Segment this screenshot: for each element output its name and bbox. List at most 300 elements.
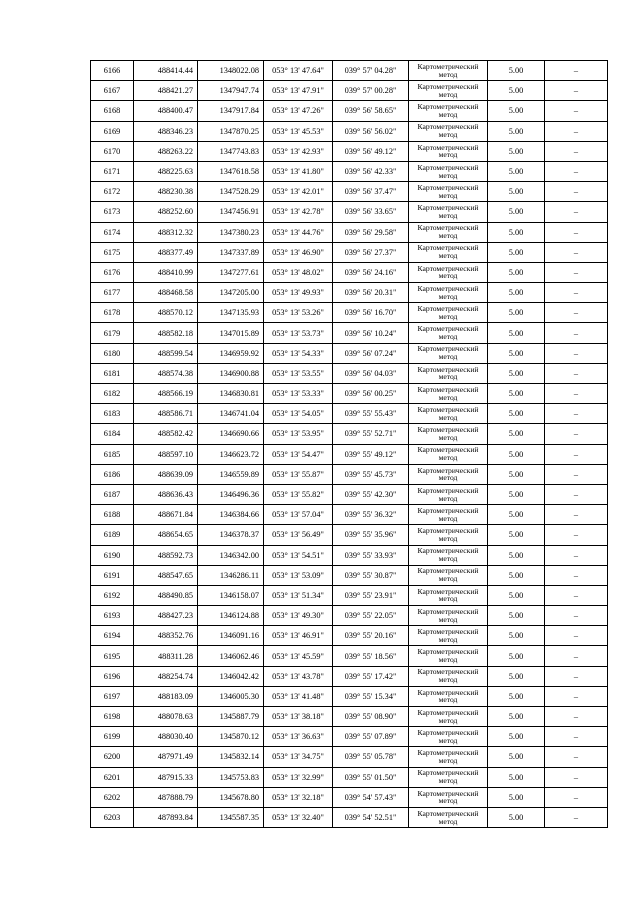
table-row: [91, 61, 608, 81]
method-cell: Картометрический метод: [409, 283, 488, 303]
x-coordinate-cell: 488225.63: [134, 161, 198, 181]
accuracy-cell: 5.00: [488, 686, 545, 706]
longitude-cell: 039° 55' 20.16": [333, 626, 409, 646]
x-coordinate-cell: 488639.09: [134, 464, 198, 484]
point-number-cell: 6198: [91, 707, 134, 727]
accuracy-cell: 5.00: [488, 727, 545, 747]
longitude-cell: 039° 56' 58.65": [333, 101, 409, 121]
table-row: [91, 525, 608, 545]
point-number-cell: 6199: [91, 727, 134, 747]
table-row: [91, 807, 608, 827]
point-number-cell: 6194: [91, 626, 134, 646]
point-number-cell: 6170: [91, 141, 134, 161]
x-coordinate-cell: 487888.79: [134, 787, 198, 807]
latitude-cell: 053° 13' 46.91": [264, 626, 333, 646]
y-coordinate-cell: 1346378.37: [198, 525, 264, 545]
method-cell: Картометрический метод: [409, 323, 488, 343]
note-cell: –: [545, 161, 608, 181]
x-coordinate-cell: 488468.58: [134, 283, 198, 303]
note-cell: –: [545, 484, 608, 504]
table-row: [91, 161, 608, 181]
y-coordinate-cell: 1347743.83: [198, 141, 264, 161]
point-number-cell: 6188: [91, 505, 134, 525]
accuracy-cell: 5.00: [488, 545, 545, 565]
method-cell: Картометрический метод: [409, 626, 488, 646]
point-number-cell: 6202: [91, 787, 134, 807]
x-coordinate-cell: 488636.43: [134, 484, 198, 504]
table-row: [91, 727, 608, 747]
accuracy-cell: 5.00: [488, 161, 545, 181]
latitude-cell: 053° 13' 56.49": [264, 525, 333, 545]
method-cell: Картометрический метод: [409, 61, 488, 81]
x-coordinate-cell: 488377.49: [134, 242, 198, 262]
x-coordinate-cell: 488599.54: [134, 343, 198, 363]
point-number-cell: 6191: [91, 565, 134, 585]
latitude-cell: 053° 13' 57.04": [264, 505, 333, 525]
y-coordinate-cell: 1347870.25: [198, 121, 264, 141]
point-number-cell: 6167: [91, 81, 134, 101]
table-row: [91, 363, 608, 383]
x-coordinate-cell: 488582.42: [134, 424, 198, 444]
point-number-cell: 6192: [91, 585, 134, 605]
y-coordinate-cell: 1348022.08: [198, 61, 264, 81]
point-number-cell: 6193: [91, 606, 134, 626]
latitude-cell: 053° 13' 32.40": [264, 807, 333, 827]
point-number-cell: 6178: [91, 303, 134, 323]
accuracy-cell: 5.00: [488, 747, 545, 767]
method-cell: Картометрический метод: [409, 262, 488, 282]
longitude-cell: 039° 55' 18.56": [333, 646, 409, 666]
point-number-cell: 6175: [91, 242, 134, 262]
x-coordinate-cell: 488671.84: [134, 505, 198, 525]
y-coordinate-cell: 1346042.42: [198, 666, 264, 686]
table-row: [91, 505, 608, 525]
longitude-cell: 039° 55' 17.42": [333, 666, 409, 686]
accuracy-cell: 5.00: [488, 606, 545, 626]
point-number-cell: 6169: [91, 121, 134, 141]
point-number-cell: 6171: [91, 161, 134, 181]
method-cell: Картометрический метод: [409, 646, 488, 666]
y-coordinate-cell: 1347917.84: [198, 101, 264, 121]
x-coordinate-cell: 488352.76: [134, 626, 198, 646]
longitude-cell: 039° 56' 27.37": [333, 242, 409, 262]
accuracy-cell: 5.00: [488, 323, 545, 343]
coordinates-table: [90, 60, 608, 828]
y-coordinate-cell: 1346559.89: [198, 464, 264, 484]
accuracy-cell: 5.00: [488, 363, 545, 383]
latitude-cell: 053° 13' 53.33": [264, 384, 333, 404]
point-number-cell: 6186: [91, 464, 134, 484]
longitude-cell: 039° 55' 07.89": [333, 727, 409, 747]
note-cell: –: [545, 666, 608, 686]
table-row: [91, 404, 608, 424]
latitude-cell: 053° 13' 55.82": [264, 484, 333, 504]
latitude-cell: 053° 13' 41.80": [264, 161, 333, 181]
longitude-cell: 039° 55' 52.71": [333, 424, 409, 444]
accuracy-cell: 5.00: [488, 121, 545, 141]
point-number-cell: 6201: [91, 767, 134, 787]
longitude-cell: 039° 55' 01.50": [333, 767, 409, 787]
table-row: [91, 242, 608, 262]
table-row: [91, 101, 608, 121]
note-cell: –: [545, 81, 608, 101]
latitude-cell: 053° 13' 53.95": [264, 424, 333, 444]
point-number-cell: 6181: [91, 363, 134, 383]
y-coordinate-cell: 1346900.88: [198, 363, 264, 383]
latitude-cell: 053° 13' 32.99": [264, 767, 333, 787]
table-row: [91, 121, 608, 141]
accuracy-cell: 5.00: [488, 464, 545, 484]
accuracy-cell: 5.00: [488, 242, 545, 262]
latitude-cell: 053° 13' 53.55": [264, 363, 333, 383]
longitude-cell: 039° 55' 22.05": [333, 606, 409, 626]
latitude-cell: 053° 13' 54.47": [264, 444, 333, 464]
note-cell: –: [545, 61, 608, 81]
table-row: [91, 686, 608, 706]
table-row: [91, 384, 608, 404]
method-cell: Картометрический метод: [409, 121, 488, 141]
accuracy-cell: 5.00: [488, 283, 545, 303]
accuracy-cell: 5.00: [488, 707, 545, 727]
longitude-cell: 039° 55' 30.87": [333, 565, 409, 585]
method-cell: Картометрический метод: [409, 384, 488, 404]
method-cell: Картометрический метод: [409, 565, 488, 585]
note-cell: –: [545, 222, 608, 242]
accuracy-cell: 5.00: [488, 262, 545, 282]
longitude-cell: 039° 55' 45.73": [333, 464, 409, 484]
accuracy-cell: 5.00: [488, 626, 545, 646]
y-coordinate-cell: 1345587.35: [198, 807, 264, 827]
x-coordinate-cell: 488654.65: [134, 525, 198, 545]
y-coordinate-cell: 1347205.00: [198, 283, 264, 303]
x-coordinate-cell: 488570.12: [134, 303, 198, 323]
point-number-cell: 6166: [91, 61, 134, 81]
method-cell: Картометрический метод: [409, 161, 488, 181]
point-number-cell: 6182: [91, 384, 134, 404]
latitude-cell: 053° 13' 41.48": [264, 686, 333, 706]
method-cell: Картометрический метод: [409, 363, 488, 383]
x-coordinate-cell: 488346.23: [134, 121, 198, 141]
note-cell: –: [545, 242, 608, 262]
point-number-cell: 6183: [91, 404, 134, 424]
method-cell: Картометрический метод: [409, 242, 488, 262]
y-coordinate-cell: 1346124.88: [198, 606, 264, 626]
table-row: [91, 343, 608, 363]
latitude-cell: 053° 13' 54.05": [264, 404, 333, 424]
accuracy-cell: 5.00: [488, 484, 545, 504]
note-cell: –: [545, 505, 608, 525]
point-number-cell: 6190: [91, 545, 134, 565]
note-cell: –: [545, 141, 608, 161]
accuracy-cell: 5.00: [488, 666, 545, 686]
longitude-cell: 039° 56' 00.25": [333, 384, 409, 404]
y-coordinate-cell: 1347337.89: [198, 242, 264, 262]
x-coordinate-cell: 488592.73: [134, 545, 198, 565]
y-coordinate-cell: 1346342.00: [198, 545, 264, 565]
longitude-cell: 039° 56' 56.02": [333, 121, 409, 141]
y-coordinate-cell: 1346062.46: [198, 646, 264, 666]
table-row: [91, 262, 608, 282]
point-number-cell: 6195: [91, 646, 134, 666]
longitude-cell: 039° 54' 57.43": [333, 787, 409, 807]
point-number-cell: 6179: [91, 323, 134, 343]
latitude-cell: 053° 13' 42.01": [264, 182, 333, 202]
point-number-cell: 6185: [91, 444, 134, 464]
method-cell: Картометрический метод: [409, 444, 488, 464]
table-row: [91, 303, 608, 323]
accuracy-cell: 5.00: [488, 767, 545, 787]
note-cell: –: [545, 343, 608, 363]
point-number-cell: 6200: [91, 747, 134, 767]
y-coordinate-cell: 1346496.36: [198, 484, 264, 504]
note-cell: –: [545, 384, 608, 404]
y-coordinate-cell: 1346959.92: [198, 343, 264, 363]
note-cell: –: [545, 444, 608, 464]
accuracy-cell: 5.00: [488, 424, 545, 444]
accuracy-cell: 5.00: [488, 646, 545, 666]
note-cell: –: [545, 747, 608, 767]
table-row: [91, 464, 608, 484]
longitude-cell: 039° 54' 52.51": [333, 807, 409, 827]
note-cell: –: [545, 464, 608, 484]
x-coordinate-cell: 488414.44: [134, 61, 198, 81]
method-cell: Картометрический метод: [409, 464, 488, 484]
longitude-cell: 039° 56' 37.47": [333, 182, 409, 202]
note-cell: –: [545, 121, 608, 141]
latitude-cell: 053° 13' 38.18": [264, 707, 333, 727]
table-row: [91, 545, 608, 565]
y-coordinate-cell: 1346623.72: [198, 444, 264, 464]
point-number-cell: 6196: [91, 666, 134, 686]
x-coordinate-cell: 488400.47: [134, 101, 198, 121]
note-cell: –: [545, 807, 608, 827]
x-coordinate-cell: 488547.65: [134, 565, 198, 585]
point-number-cell: 6172: [91, 182, 134, 202]
longitude-cell: 039° 55' 23.91": [333, 585, 409, 605]
accuracy-cell: 5.00: [488, 585, 545, 605]
method-cell: Картометрический метод: [409, 484, 488, 504]
note-cell: –: [545, 363, 608, 383]
longitude-cell: 039° 56' 04.03": [333, 363, 409, 383]
table-row: [91, 747, 608, 767]
method-cell: Картометрический метод: [409, 727, 488, 747]
y-coordinate-cell: 1346286.11: [198, 565, 264, 585]
longitude-cell: 039° 55' 49.12": [333, 444, 409, 464]
longitude-cell: 039° 56' 49.12": [333, 141, 409, 161]
y-coordinate-cell: 1346158.07: [198, 585, 264, 605]
point-number-cell: 6187: [91, 484, 134, 504]
table-row: [91, 606, 608, 626]
accuracy-cell: 5.00: [488, 404, 545, 424]
method-cell: Картометрический метод: [409, 505, 488, 525]
note-cell: –: [545, 202, 608, 222]
latitude-cell: 053° 13' 45.59": [264, 646, 333, 666]
longitude-cell: 039° 55' 15.34": [333, 686, 409, 706]
longitude-cell: 039° 55' 33.93": [333, 545, 409, 565]
table-row: [91, 182, 608, 202]
longitude-cell: 039° 56' 20.31": [333, 283, 409, 303]
accuracy-cell: 5.00: [488, 81, 545, 101]
y-coordinate-cell: 1345753.83: [198, 767, 264, 787]
x-coordinate-cell: 488078.63: [134, 707, 198, 727]
method-cell: Картометрический метод: [409, 141, 488, 161]
method-cell: Картометрический метод: [409, 747, 488, 767]
method-cell: Картометрический метод: [409, 585, 488, 605]
longitude-cell: 039° 57' 00.28": [333, 81, 409, 101]
longitude-cell: 039° 56' 29.58": [333, 222, 409, 242]
table-row: [91, 444, 608, 464]
latitude-cell: 053° 13' 32.18": [264, 787, 333, 807]
accuracy-cell: 5.00: [488, 505, 545, 525]
x-coordinate-cell: 488574.38: [134, 363, 198, 383]
accuracy-cell: 5.00: [488, 525, 545, 545]
y-coordinate-cell: 1347277.61: [198, 262, 264, 282]
method-cell: Картометрический метод: [409, 202, 488, 222]
method-cell: Картометрический метод: [409, 807, 488, 827]
accuracy-cell: 5.00: [488, 101, 545, 121]
longitude-cell: 039° 57' 04.28": [333, 61, 409, 81]
latitude-cell: 053° 13' 55.87": [264, 464, 333, 484]
accuracy-cell: 5.00: [488, 787, 545, 807]
x-coordinate-cell: 488254.74: [134, 666, 198, 686]
x-coordinate-cell: 488252.60: [134, 202, 198, 222]
method-cell: Картометрический метод: [409, 303, 488, 323]
table-row: [91, 565, 608, 585]
latitude-cell: 053° 13' 53.73": [264, 323, 333, 343]
x-coordinate-cell: 488427.23: [134, 606, 198, 626]
longitude-cell: 039° 56' 33.65": [333, 202, 409, 222]
y-coordinate-cell: 1347015.89: [198, 323, 264, 343]
y-coordinate-cell: 1345887.79: [198, 707, 264, 727]
table-row: [91, 585, 608, 605]
point-number-cell: 6174: [91, 222, 134, 242]
table-row: [91, 626, 608, 646]
note-cell: –: [545, 707, 608, 727]
method-cell: Картометрический метод: [409, 606, 488, 626]
latitude-cell: 053° 13' 44.76": [264, 222, 333, 242]
table-row: [91, 141, 608, 161]
x-coordinate-cell: 488311.28: [134, 646, 198, 666]
note-cell: –: [545, 303, 608, 323]
point-number-cell: 6173: [91, 202, 134, 222]
table-row: [91, 81, 608, 101]
point-number-cell: 6180: [91, 343, 134, 363]
note-cell: –: [545, 606, 608, 626]
longitude-cell: 039° 56' 42.33": [333, 161, 409, 181]
latitude-cell: 053° 13' 51.34": [264, 585, 333, 605]
table-row: [91, 202, 608, 222]
note-cell: –: [545, 404, 608, 424]
note-cell: –: [545, 727, 608, 747]
longitude-cell: 039° 56' 07.24": [333, 343, 409, 363]
method-cell: Картометрический метод: [409, 101, 488, 121]
x-coordinate-cell: 488566.19: [134, 384, 198, 404]
note-cell: –: [545, 283, 608, 303]
y-coordinate-cell: 1346741.04: [198, 404, 264, 424]
table-row: [91, 666, 608, 686]
y-coordinate-cell: 1345832.14: [198, 747, 264, 767]
table-body: [91, 61, 608, 828]
y-coordinate-cell: 1346384.66: [198, 505, 264, 525]
note-cell: –: [545, 787, 608, 807]
x-coordinate-cell: 487971.49: [134, 747, 198, 767]
y-coordinate-cell: 1345870.12: [198, 727, 264, 747]
accuracy-cell: 5.00: [488, 182, 545, 202]
x-coordinate-cell: 488230.38: [134, 182, 198, 202]
point-number-cell: 6203: [91, 807, 134, 827]
point-number-cell: 6177: [91, 283, 134, 303]
method-cell: Картометрический метод: [409, 707, 488, 727]
y-coordinate-cell: 1346091.16: [198, 626, 264, 646]
accuracy-cell: 5.00: [488, 565, 545, 585]
accuracy-cell: 5.00: [488, 303, 545, 323]
point-number-cell: 6184: [91, 424, 134, 444]
longitude-cell: 039° 55' 08.90": [333, 707, 409, 727]
accuracy-cell: 5.00: [488, 141, 545, 161]
latitude-cell: 053° 13' 42.93": [264, 141, 333, 161]
longitude-cell: 039° 56' 10.24": [333, 323, 409, 343]
table-row: [91, 646, 608, 666]
table-row: [91, 787, 608, 807]
latitude-cell: 053° 13' 54.33": [264, 343, 333, 363]
x-coordinate-cell: 488582.18: [134, 323, 198, 343]
x-coordinate-cell: 488597.10: [134, 444, 198, 464]
method-cell: Картометрический метод: [409, 424, 488, 444]
latitude-cell: 053° 13' 49.93": [264, 283, 333, 303]
y-coordinate-cell: 1345678.80: [198, 787, 264, 807]
accuracy-cell: 5.00: [488, 202, 545, 222]
note-cell: –: [545, 424, 608, 444]
note-cell: –: [545, 626, 608, 646]
accuracy-cell: 5.00: [488, 222, 545, 242]
note-cell: –: [545, 525, 608, 545]
y-coordinate-cell: 1347947.74: [198, 81, 264, 101]
x-coordinate-cell: 488421.27: [134, 81, 198, 101]
method-cell: Картометрический метод: [409, 182, 488, 202]
y-coordinate-cell: 1346690.66: [198, 424, 264, 444]
note-cell: –: [545, 585, 608, 605]
method-cell: Картометрический метод: [409, 343, 488, 363]
latitude-cell: 053° 13' 48.02": [264, 262, 333, 282]
x-coordinate-cell: 488263.22: [134, 141, 198, 161]
latitude-cell: 053° 13' 45.53": [264, 121, 333, 141]
latitude-cell: 053° 13' 46.90": [264, 242, 333, 262]
y-coordinate-cell: 1347380.23: [198, 222, 264, 242]
table-row: [91, 767, 608, 787]
latitude-cell: 053° 13' 47.26": [264, 101, 333, 121]
latitude-cell: 053° 13' 53.26": [264, 303, 333, 323]
longitude-cell: 039° 56' 24.16": [333, 262, 409, 282]
y-coordinate-cell: 1347456.91: [198, 202, 264, 222]
x-coordinate-cell: 488490.85: [134, 585, 198, 605]
note-cell: –: [545, 323, 608, 343]
x-coordinate-cell: 488183.09: [134, 686, 198, 706]
table-row: [91, 707, 608, 727]
method-cell: Картометрический метод: [409, 787, 488, 807]
note-cell: –: [545, 686, 608, 706]
latitude-cell: 053° 13' 36.63": [264, 727, 333, 747]
table-row: [91, 283, 608, 303]
x-coordinate-cell: 487893.84: [134, 807, 198, 827]
table-row: [91, 484, 608, 504]
method-cell: Картометрический метод: [409, 525, 488, 545]
latitude-cell: 053° 13' 34.75": [264, 747, 333, 767]
accuracy-cell: 5.00: [488, 384, 545, 404]
point-number-cell: 6176: [91, 262, 134, 282]
note-cell: –: [545, 182, 608, 202]
note-cell: –: [545, 767, 608, 787]
latitude-cell: 053° 13' 49.30": [264, 606, 333, 626]
